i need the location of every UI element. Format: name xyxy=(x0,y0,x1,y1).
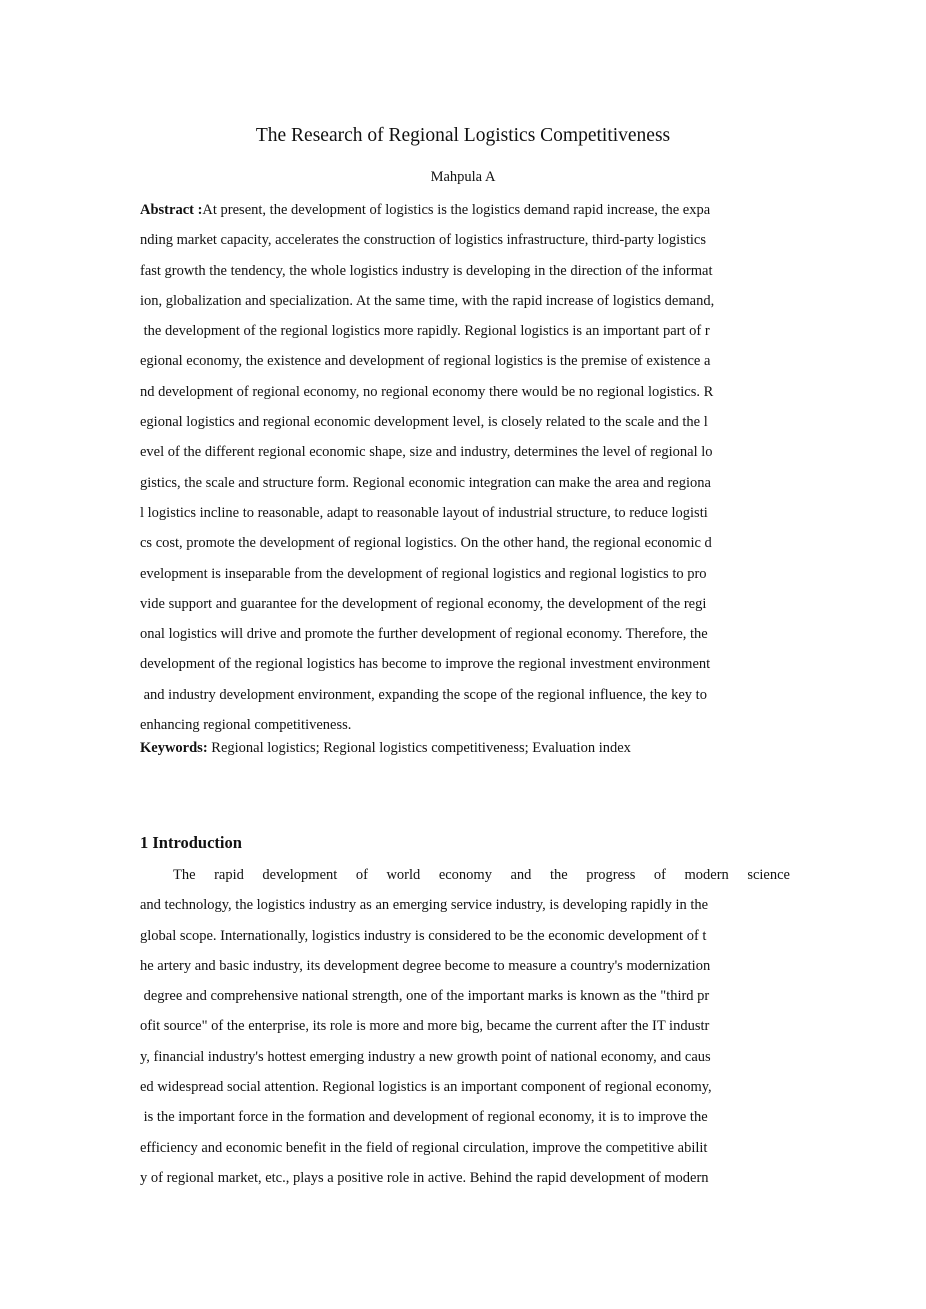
abstract-line xyxy=(140,195,790,225)
abstract-line: onal logistics will drive and promote the further development of regional economy. Therefore, the xyxy=(140,626,708,643)
abstract-line: enhancing regional competitiveness. xyxy=(140,717,352,734)
abstract-line: nding market capacity, accelerates the construction of logistics infrastructure, third-party logistics xyxy=(140,232,706,249)
abstract-text: At present, the development of logistics is the logistics demand rapid increase, the expa xyxy=(202,202,711,218)
intro-first-line: The rapid development of world economy and the progress of modern science xyxy=(173,867,790,883)
introduction-body xyxy=(140,860,790,1193)
abstract xyxy=(140,195,790,767)
abstract-line: l logistics incline to reasonable, adapt to reasonable layout of industrial structure, to reduce logisti xyxy=(140,504,708,521)
intro-line: efficiency and economic benefit in the field of regional circulation, improve the competitive abilit xyxy=(140,1139,708,1156)
abstract-line: fast growth the tendency, the whole logistics industry is developing in the direction of the informat xyxy=(140,262,713,279)
abstract-line: evel of the different regional economic shape, size and industry, determines the level of regional lo xyxy=(140,444,713,461)
intro-line: global scope. Internationally, logistics industry is considered to be the economic development of t xyxy=(140,927,707,944)
intro-line: y, financial industry's hottest emerging industry a new growth point of national economy, and caus xyxy=(140,1048,711,1065)
intro-line: degree and comprehensive national strength, one of the important marks is known as the "third pr xyxy=(140,988,710,1005)
paper-title: The Research of Regional Logistics Competitiveness xyxy=(255,125,671,146)
abstract-line: and industry development environment, expanding the scope of the regional influence, the key to xyxy=(140,686,707,703)
abstract-line: egional logistics and regional economic development level, is closely related to the scale and the l xyxy=(140,414,708,431)
abstract-label: Abstract : xyxy=(140,202,203,218)
abstract-line: development of the regional logistics has become to improve the regional investment environment xyxy=(140,656,711,673)
intro-line: y of regional market, etc., plays a positive role in active. Behind the rapid development of modern xyxy=(140,1169,709,1186)
author-name: Mahpula A xyxy=(430,169,496,185)
intro-line: ofit source" of the enterprise, its role is more and more big, became the current after the IT industr xyxy=(140,1018,710,1035)
intro-line: and technology, the logistics industry as an emerging service industry, is developing rapidly in the xyxy=(140,897,709,914)
abstract-line: cs cost, promote the development of regional logistics. On the other hand, the regional economic d xyxy=(140,535,712,552)
abstract-line: ion, globalization and specialization. At the same time, with the rapid increase of logistics demand, xyxy=(140,292,715,309)
abstract-line: nd development of regional economy, no regional economy there would be no regional logistics. R xyxy=(140,383,714,400)
abstract-line: egional economy, the existence and development of regional logistics is the premise of existence a xyxy=(140,353,711,370)
intro-line: ed widespread social attention. Regional logistics is an important component of regional economy, xyxy=(140,1079,712,1096)
abstract-line: the development of the regional logistics more rapidly. Regional logistics is an important part of r xyxy=(140,323,710,340)
abstract-line: vide support and guarantee for the development of regional economy, the development of the regi xyxy=(140,595,707,612)
intro-line: is the important force in the formation and development of regional economy, it is to improve the xyxy=(140,1109,708,1126)
section-heading-introduction: 1 Introduction xyxy=(140,833,242,852)
keywords-text: Regional logistics; Regional logistics competitiveness; Evaluation index xyxy=(207,740,631,757)
abstract-line: gistics, the scale and structure form. Regional economic integration can make the area and regiona xyxy=(140,474,711,491)
keywords-label: Keywords: xyxy=(140,740,208,757)
abstract-line: evelopment is inseparable from the development of regional logistics and regional logistics to pro xyxy=(140,565,707,582)
keywords xyxy=(140,737,790,767)
intro-line: he artery and basic industry, its development degree become to measure a country's modernization xyxy=(140,957,711,974)
